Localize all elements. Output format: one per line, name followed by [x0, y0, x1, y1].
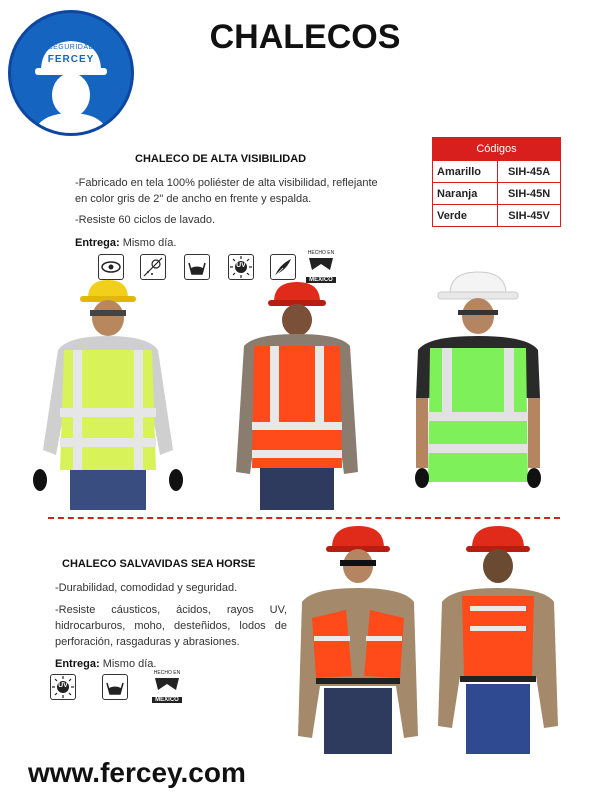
code-value: SIH-45N — [498, 183, 561, 205]
hecho-en-mexico-icon — [306, 250, 336, 282]
eye-icon — [98, 254, 124, 280]
feather-icon — [270, 254, 296, 280]
mexico-badge-bottom: MÉXICO — [306, 277, 336, 283]
section1-delivery — [75, 235, 176, 251]
hecho-en-mexico-icon — [152, 670, 182, 702]
logo-brand: FERCEY — [47, 54, 95, 65]
logo-line1: EQUIPOS — [53, 35, 89, 42]
logo-line2: SEGURIDAD — [47, 44, 95, 51]
code-value: SIH-45V — [498, 205, 561, 227]
delivery-label: Entrega: — [55, 658, 100, 670]
delivery-value: Mismo día. — [122, 237, 177, 249]
mexico-badge-top: HECHO EN — [307, 250, 335, 256]
delivery-value: Mismo día. — [102, 658, 157, 670]
section2-heading: CHALECO SALVAVIDAS SEA HORSE — [62, 558, 256, 570]
code-color: Verde — [433, 205, 498, 227]
website-url[interactable]: www.fercey.com — [28, 757, 246, 788]
life-vest-back-photo — [436, 526, 560, 754]
mexico-badge-top: HECHO EN — [153, 670, 181, 676]
orange-vest-photo — [232, 282, 362, 510]
table-row — [433, 183, 561, 205]
section2-desc1: -Durabilidad, comodidad y seguridad. — [55, 582, 238, 594]
wash-tub-icon — [102, 674, 128, 700]
code-color: Naranja — [433, 183, 498, 205]
section1-desc2: -Resiste 60 ciclos de lavado. — [75, 214, 216, 226]
section-divider — [48, 517, 560, 519]
section1-desc1: -Fabricado en tela 100% poliéster de alta visibilidad, reflejante en color gris de 2" de ancho en frente y espalda. — [75, 177, 378, 205]
yellow-vest-photo — [28, 280, 188, 510]
code-color: Amarillo — [433, 161, 498, 183]
uv-sun-icon — [50, 674, 76, 700]
table-row — [433, 205, 561, 227]
mexico-badge-bottom: MÉXICO — [152, 697, 182, 703]
green-vest-photo — [408, 268, 548, 494]
code-value: SIH-45A — [498, 161, 561, 183]
page-title: CHALECOS — [209, 18, 401, 56]
codes-table — [432, 137, 561, 227]
section2-desc2: -Resiste cáusticos, ácidos, rayos UV, hidrocarburos, moho, desteñidos, lodos de perforación, rasgaduras y abrasiones. — [55, 604, 287, 648]
codes-header: Códigos — [433, 138, 561, 161]
fercey-logo — [8, 10, 134, 136]
wash-tub-icon — [184, 254, 210, 280]
section1-heading: CHALECO DE ALTA VISIBILIDAD — [135, 153, 307, 165]
uv-label: UV — [236, 262, 246, 269]
uv-sun-icon — [228, 254, 254, 280]
uv-label: UV — [58, 682, 68, 689]
delivery-label: Entrega: — [75, 237, 120, 249]
table-row — [433, 161, 561, 183]
worker-helmet-icon — [11, 13, 131, 133]
no-bleach-icon — [140, 254, 166, 280]
section2-delivery — [55, 656, 156, 672]
life-vest-front-photo — [296, 526, 420, 754]
